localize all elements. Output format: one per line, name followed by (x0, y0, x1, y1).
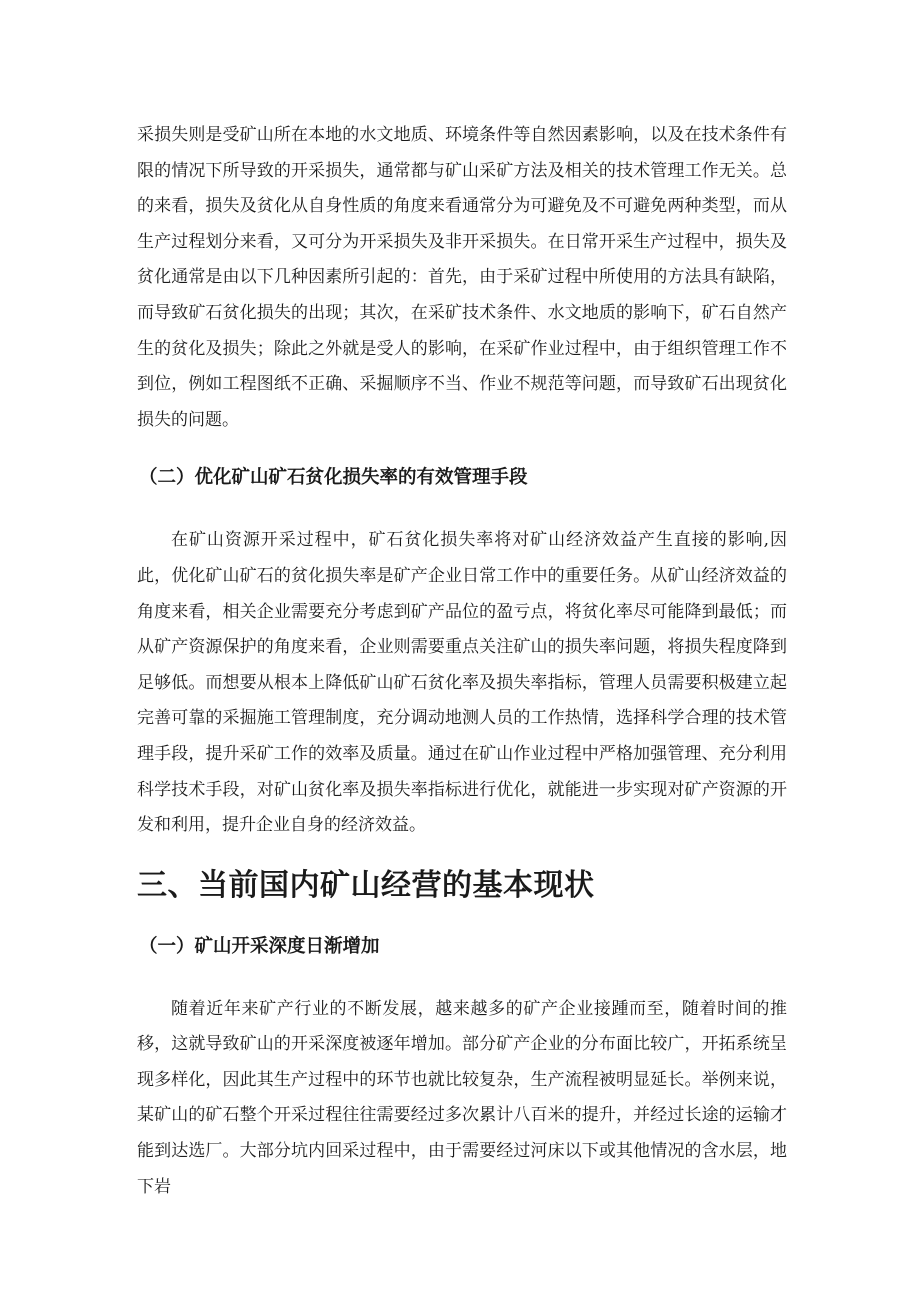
body-paragraph: 随着近年来矿产行业的不断发展，越来越多的矿产企业接踵而至，随着时间的推移，这就导致矿山的开采深度被逐年增加。部分矿产企业的分布面比较广，开拓系统呈现多样化，因此其生产过程中的环节也就比较复杂，生产流程被明显延长。举例来说，某矿山的矿石整个开采过程往往需要经过多次累计八百米的提升，并经过长途的运输才能到达选厂。大部分坑内回采过程中，由于需要经过河床以下或其他情况的含水层，地下岩 (137, 998, 787, 1197)
section-subheading: （一）矿山开采深度日渐增加 (139, 935, 380, 957)
section-subheading: （二）优化矿山矿石贫化损失率的有效管理手段 (139, 467, 528, 489)
document-page (137, 118, 787, 1205)
body-paragraph: 采损失则是受矿山所在本地的水文地质、环境条件等自然因素影响，以及在技术条件有限的情况下所导致的开采损失，通常都与矿山采矿方法及相关的技术管理工作无关。总的来看，损失及贫化从自身性质的角度来看通常分为可避免及不可避免两种类型，而从生产过程划分来看，又可分为开采损失及非开采损失。在日常开采生产过程中，损失及贫化通常是由以下几种因素所引起的：首先，由于采矿过程中所使用的方法具有缺陷，而导致矿石贫化损失的出现；其次，在采矿技术条件、水文地质的影响下，矿石自然产生的贫化及损失；除此之外就是受人的影响，在采矿作业过程中，由于组织管理工作不到位，例如工程图纸不正确、采掘顺序不当、作业不规范等问题，而导致矿石出现贫化损失的问题。 (137, 125, 787, 430)
body-paragraph: 在矿山资源开采过程中，矿石贫化损失率将对矿山经济效益产生直接的影响,因此，优化矿山矿石的贫化损失率是矿产企业日常工作中的重要任务。从矿山经济效益的角度来看，相关企业需要充分考虑到矿产品位的盈亏点，将贫化率尽可能降到最低；而从矿产资源保护的角度来看，企业则需要重点关注矿山的损失率问题，将损失程度降到足够低。而想要从根本上降低矿山矿石贫化率及损失率指标，管理人员需要积极建立起完善可靠的采掘施工管理制度，充分调动地测人员的工作热情，选择科学合理的技术管理手段，提升采矿工作的效率及质量。通过在矿山作业过程中严格加强管理、充分利用科学技术手段，对矿山贫化率及损失率指标进行优化，就能进一步实现对矿产资源的开发和利用，提升企业自身的经济效益。 (137, 530, 787, 836)
section-heading: 三、当前国内矿山经营的基本现状 (137, 867, 595, 903)
